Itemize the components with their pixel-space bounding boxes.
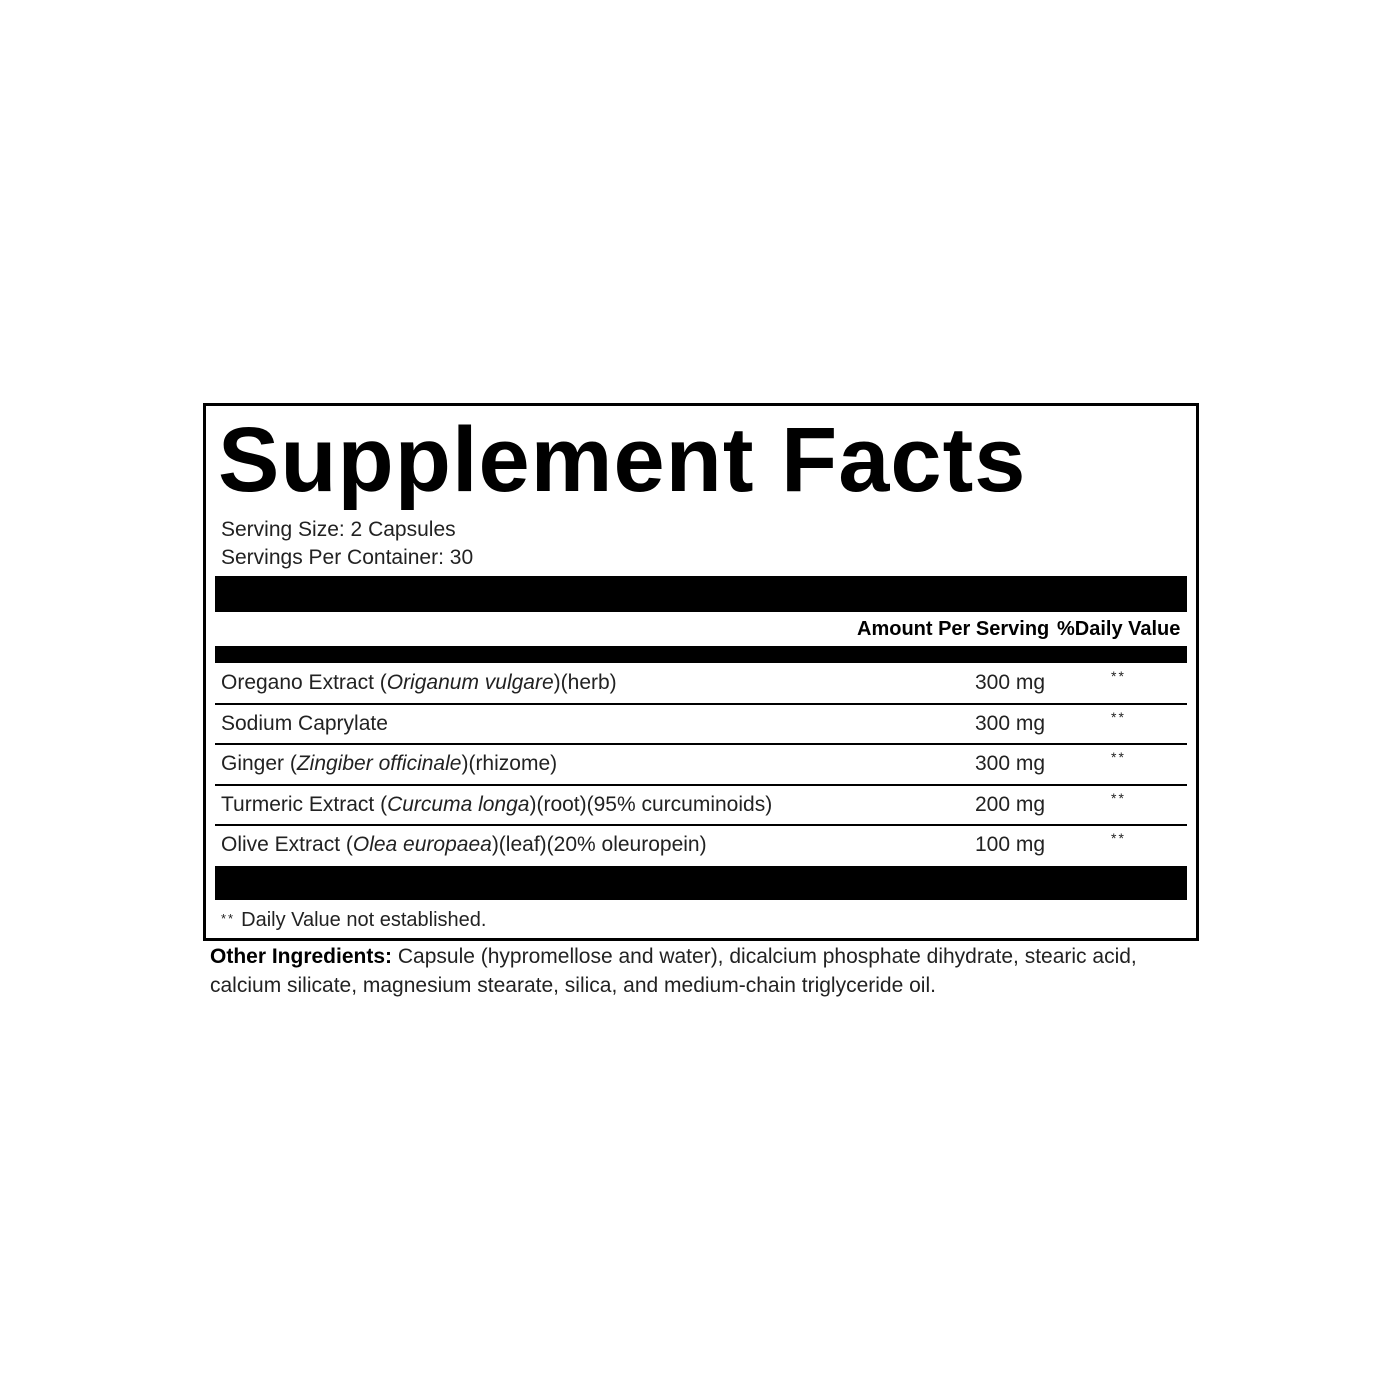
table-row	[215, 825, 1187, 865]
medium-divider	[215, 646, 1187, 663]
ingredient-amount: 200 mg	[975, 793, 1046, 816]
ingredient-name: Ginger (Zingiber officinale)(rhizome)	[221, 752, 558, 775]
table-row	[215, 663, 1187, 703]
ingredient-amount: 300 mg	[975, 671, 1046, 694]
amount-per-serving-header: Amount Per Serving	[857, 618, 1050, 640]
servings-per-container: Servings Per Container: 30	[221, 546, 474, 569]
footnote-stars: **	[221, 911, 236, 926]
daily-value-header: %Daily Value	[1057, 618, 1181, 640]
table-row	[215, 785, 1187, 825]
thick-divider-top	[215, 576, 1187, 612]
thick-divider-bottom	[215, 866, 1187, 900]
ingredient-name: Sodium Caprylate	[221, 712, 388, 735]
supplement-facts-panel	[203, 403, 1199, 941]
table-row	[215, 744, 1187, 784]
ingredient-amount: 300 mg	[975, 712, 1046, 735]
ingredient-amount: 100 mg	[975, 833, 1046, 856]
panel-title: Supplement Facts	[218, 409, 1027, 511]
other-ingredients-text: Capsule (hypromellose and water), dicalcium phosphate dihydrate, stearic acid, calcium silicate, magnesium stearate, silica, and medium-chain triglyceride oil.	[210, 945, 1137, 997]
ingredient-amount: 300 mg	[975, 752, 1046, 775]
daily-value-marker: **	[1111, 830, 1126, 846]
daily-value-marker: **	[1111, 790, 1126, 806]
daily-value-marker: **	[1111, 709, 1126, 725]
footnote	[221, 906, 486, 933]
ingredient-name: Oregano Extract (Origanum vulgare)(herb)	[221, 671, 617, 694]
footnote-text: Daily Value not established.	[241, 909, 487, 931]
daily-value-marker: **	[1111, 749, 1126, 765]
ingredient-name: Turmeric Extract (Curcuma longa)(root)(95% curcuminoids)	[221, 793, 773, 816]
ingredient-name: Olive Extract (Olea europaea)(leaf)(20% oleuropein)	[221, 833, 707, 856]
other-ingredients-label: Other Ingredients:	[210, 945, 393, 968]
table-row	[215, 704, 1187, 744]
other-ingredients	[210, 942, 1170, 1000]
serving-size: Serving Size: 2 Capsules	[221, 518, 456, 541]
daily-value-marker: **	[1111, 668, 1126, 684]
